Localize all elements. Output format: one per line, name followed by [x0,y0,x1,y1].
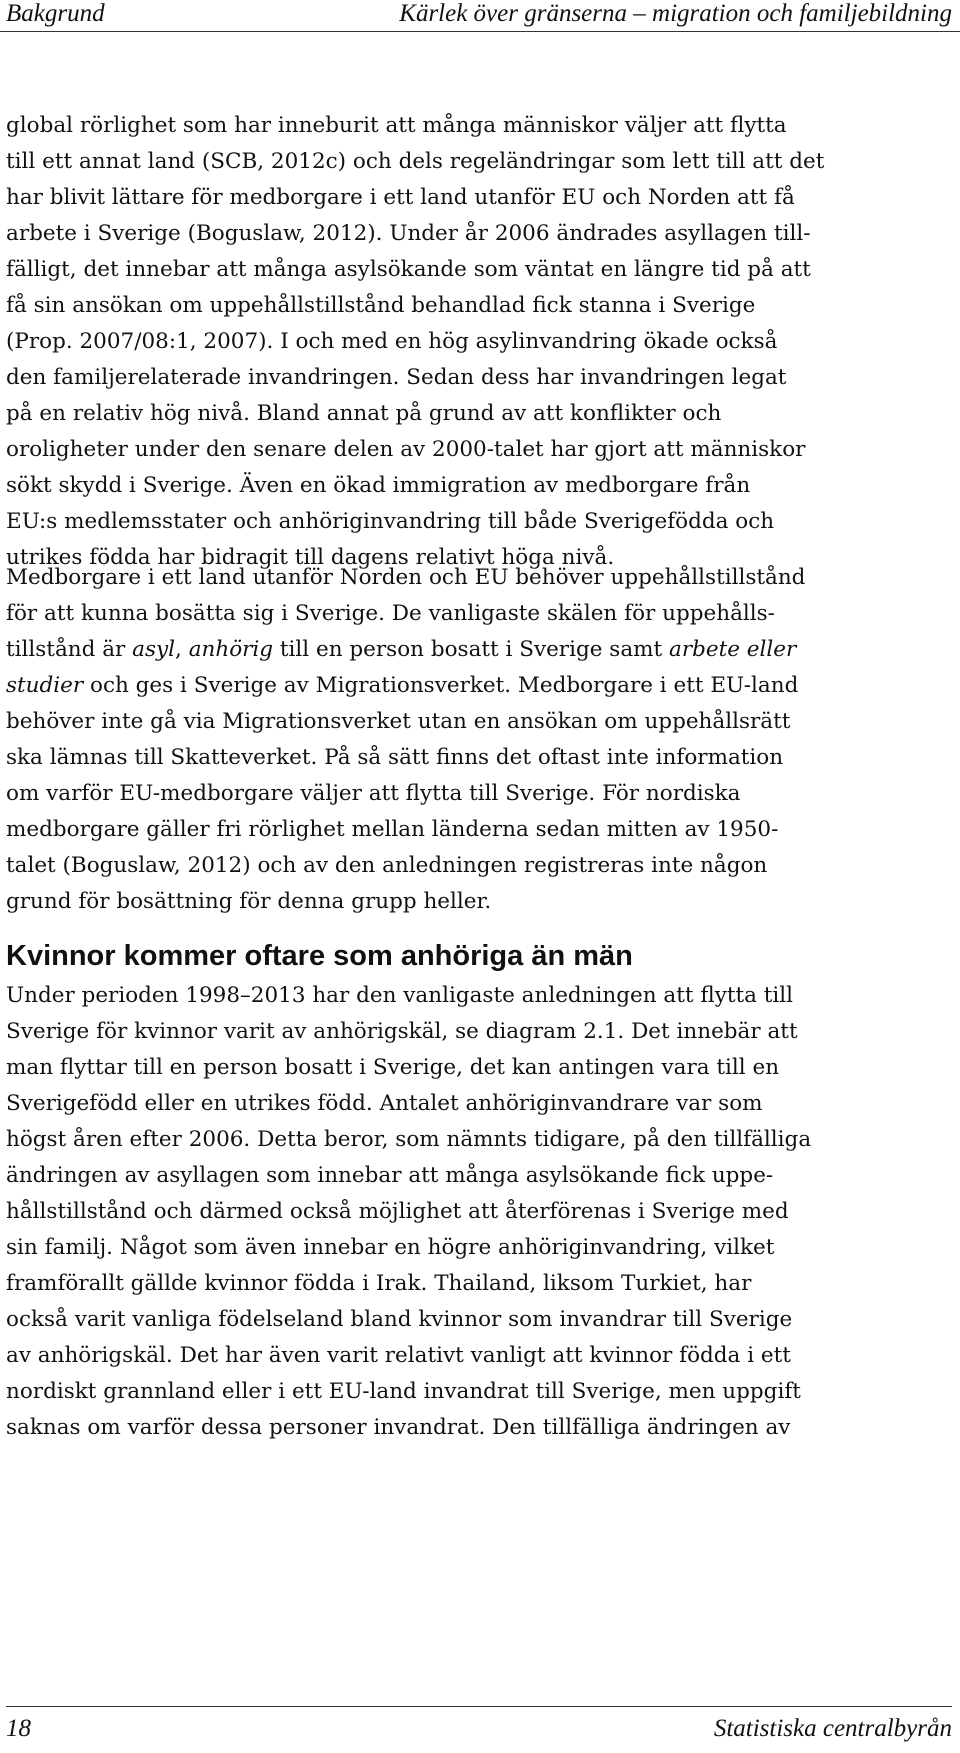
page-number: 18 [6,1715,31,1742]
text-line: grund för bosättning för denna grupp heller. [6,889,492,914]
text-line: arbete i Sverige (Boguslaw, 2012). Under år 2006 ändrades asyllagen till- [6,221,811,246]
text-line: för att kunna bosätta sig i Sverige. De vanligaste skälen för uppehålls- [6,601,775,626]
text-line: (Prop. 2007/08:1, 2007). I och med en hög asylinvandring ökade också [6,329,778,354]
text-run: , [175,637,189,662]
emphasis-anhorig: anhörig [188,637,274,662]
text-line: saknas om varför dessa personer invandrat. Den tillfälliga ändringen av [6,1415,791,1440]
text-run: till en person bosatt i Sverige samt [273,637,669,662]
footer-publisher: Statistiska centralbyrån [713,1715,952,1742]
text-line: den familjerelaterade invandringen. Sedan dess har invandringen legat [6,365,787,390]
text-line: nordiskt grannland eller i ett EU-land invandrat till Sverige, men uppgift [6,1379,801,1404]
text-line: få sin ansökan om uppehållstillstånd behandlad fick stanna i Sverige [6,293,756,318]
text-line: ändringen av asyllagen som innebar att många asylsökande fick uppe- [6,1163,774,1188]
text-line: framförallt gällde kvinnor födda i Irak. Thailand, liksom Turkiet, har [6,1271,752,1296]
text-line: har blivit lättare för medborgare i ett land utanför EU och Norden att få [6,185,795,210]
paragraph-2 [6,560,948,920]
section-heading: Kvinnor kommer oftare som anhöriga än män [6,940,633,972]
page-footer [6,1706,952,1746]
text-line: Medborgare i ett land utanför Norden och EU behöver uppehållstillstånd [6,565,806,590]
text-line: talet (Boguslaw, 2012) och av den anledningen registreras inte någon [6,853,768,878]
emphasis-studier: studier [6,673,84,698]
text-line: på en relativ hög nivå. Bland annat på grund av att konflikter och [6,401,722,426]
text-line: av anhörigskäl. Det har även varit relativt vanligt att kvinnor födda i ett [6,1343,791,1368]
text-line: man flyttar till en person bosatt i Sverige, det kan antingen vara till en [6,1055,780,1080]
header-publication-title: Kärlek över gränserna – migration och familjebildning [399,0,952,27]
text-line: ska lämnas till Skatteverket. På så sätt finns det oftast inte information [6,745,784,770]
text-line: om varför EU-medborgare väljer att flytta till Sverige. För nordiska [6,781,741,806]
header-section-label: Bakgrund [6,0,105,27]
text-run: tillstånd är [6,637,133,662]
text-line [6,668,948,704]
text-line: utrikes födda har bidragit till dagens relativt höga nivå. [6,545,615,570]
text-line: Sverigefödd eller en utrikes född. Antalet anhöriginvandrare var som [6,1091,763,1116]
text-line: till ett annat land (SCB, 2012c) och dels regeländringar som lett till att det [6,149,825,174]
paragraph-1 [6,108,948,576]
emphasis-arbete-eller: arbete eller [669,637,797,662]
text-line: fälligt, det innebar att många asylsökande som väntat en längre tid på att [6,257,811,282]
text-line: högst åren efter 2006. Detta beror, som nämnts tidigare, på den tillfälliga [6,1127,812,1152]
footer-rule [6,1706,952,1707]
text-line [6,632,948,668]
text-line: sökt skydd i Sverige. Även en ökad immigration av medborgare från [6,473,751,498]
text-run: och ges i Sverige av Migrationsverket. Medborgare i ett EU-land [83,673,799,698]
header-rule [0,31,960,32]
text-line: Under perioden 1998–2013 har den vanligaste anledningen att flytta till [6,983,794,1008]
text-line: medborgare gäller fri rörlighet mellan länderna sedan mitten av 1950- [6,817,779,842]
paragraph-3 [6,978,948,1446]
running-header [6,0,952,30]
text-line: Sverige för kvinnor varit av anhörigskäl, se diagram 2.1. Det innebär att [6,1019,798,1044]
text-line: hållstillstånd och därmed också möjlighet att återförenas i Sverige med [6,1199,789,1224]
text-line: behöver inte gå via Migrationsverket utan en ansökan om uppehållsrätt [6,709,791,734]
text-line: EU:s medlemsstater och anhöriginvandring till både Sverigefödda och [6,509,775,534]
emphasis-asyl: asyl [132,637,176,662]
text-line: också varit vanliga födelseland bland kvinnor som invandrar till Sverige [6,1307,793,1332]
text-line: sin familj. Något som även innebar en högre anhöriginvandring, vilket [6,1235,775,1260]
text-line: oroligheter under den senare delen av 2000-talet har gjort att människor [6,437,806,462]
text-line: global rörlighet som har inneburit att många människor väljer att flytta [6,113,787,138]
